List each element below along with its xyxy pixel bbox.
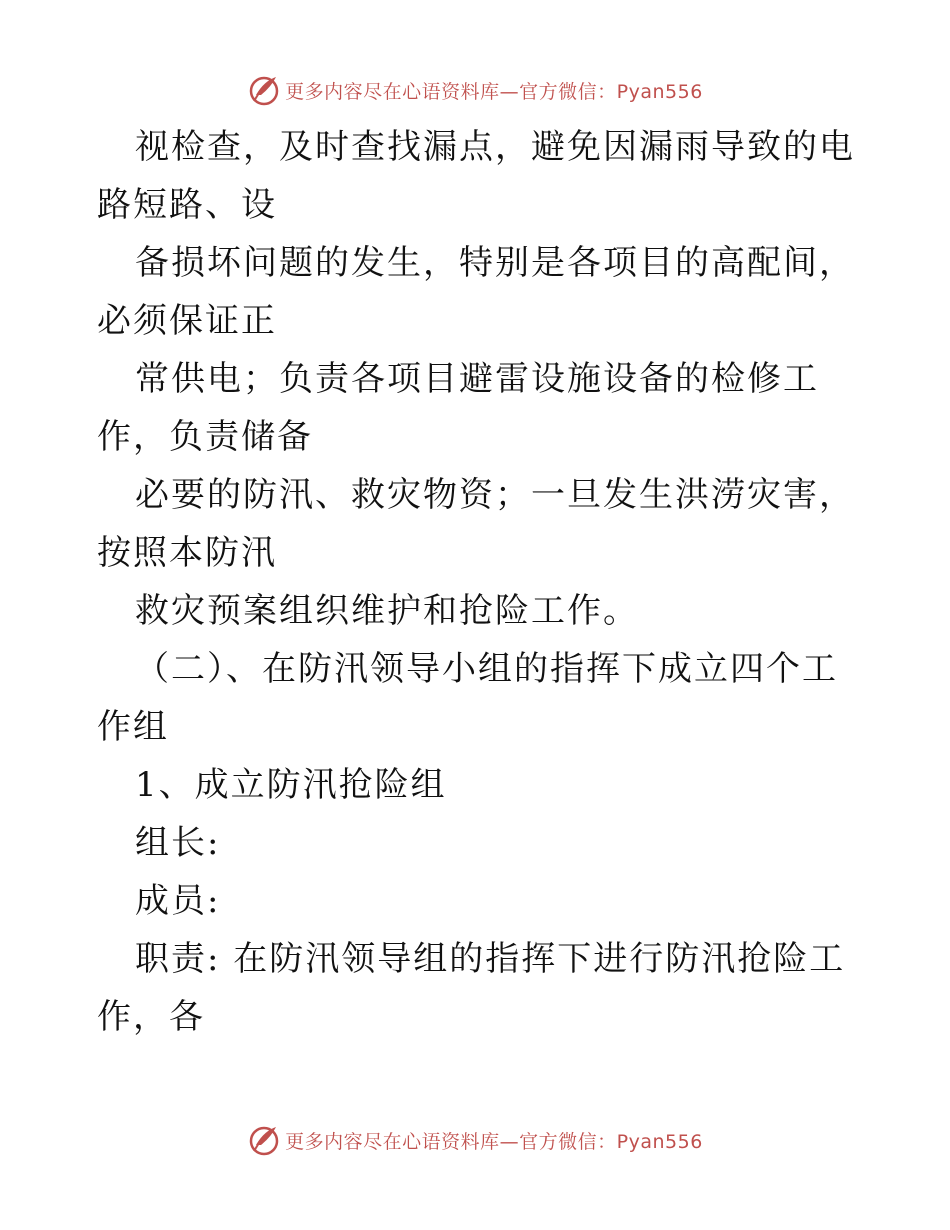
paragraph: 视检查，及时查找漏点，避免因漏雨导致的电路短路、设 [97, 127, 855, 225]
paragraph: 常供电；负责各项目避雷设施设备的检修工作，负责储备 [97, 359, 819, 457]
header-banner [0, 70, 950, 110]
quill-logo-icon [247, 1123, 281, 1157]
document-body [97, 118, 857, 1046]
subsection-heading: 1、成立防汛抢险组 [135, 765, 447, 805]
paragraph: 救灾预案组织维护和抢险工作。 [135, 591, 639, 631]
duties-paragraph: 职责: 在防汛领导组的指挥下进行防汛抢险工作，各 [97, 939, 846, 1037]
quill-logo-icon [247, 73, 281, 107]
members-field: 成员: [135, 881, 221, 921]
section-heading: （二）、在防汛领导小组的指挥下成立四个工作组 [97, 649, 838, 747]
footer-banner [0, 1120, 950, 1160]
banner-text: 更多内容尽在心语资料库—官方微信：Pyan556 [285, 1130, 703, 1153]
paragraph: 备损坏问题的发生，特别是各项目的高配间，必须保证正 [97, 243, 855, 341]
leader-field: 组长: [135, 823, 221, 863]
banner-text: 更多内容尽在心语资料库—官方微信：Pyan556 [285, 80, 703, 103]
paragraph: 必要的防汛、救灾物资；一旦发生洪涝灾害，按照本防汛 [97, 475, 855, 573]
